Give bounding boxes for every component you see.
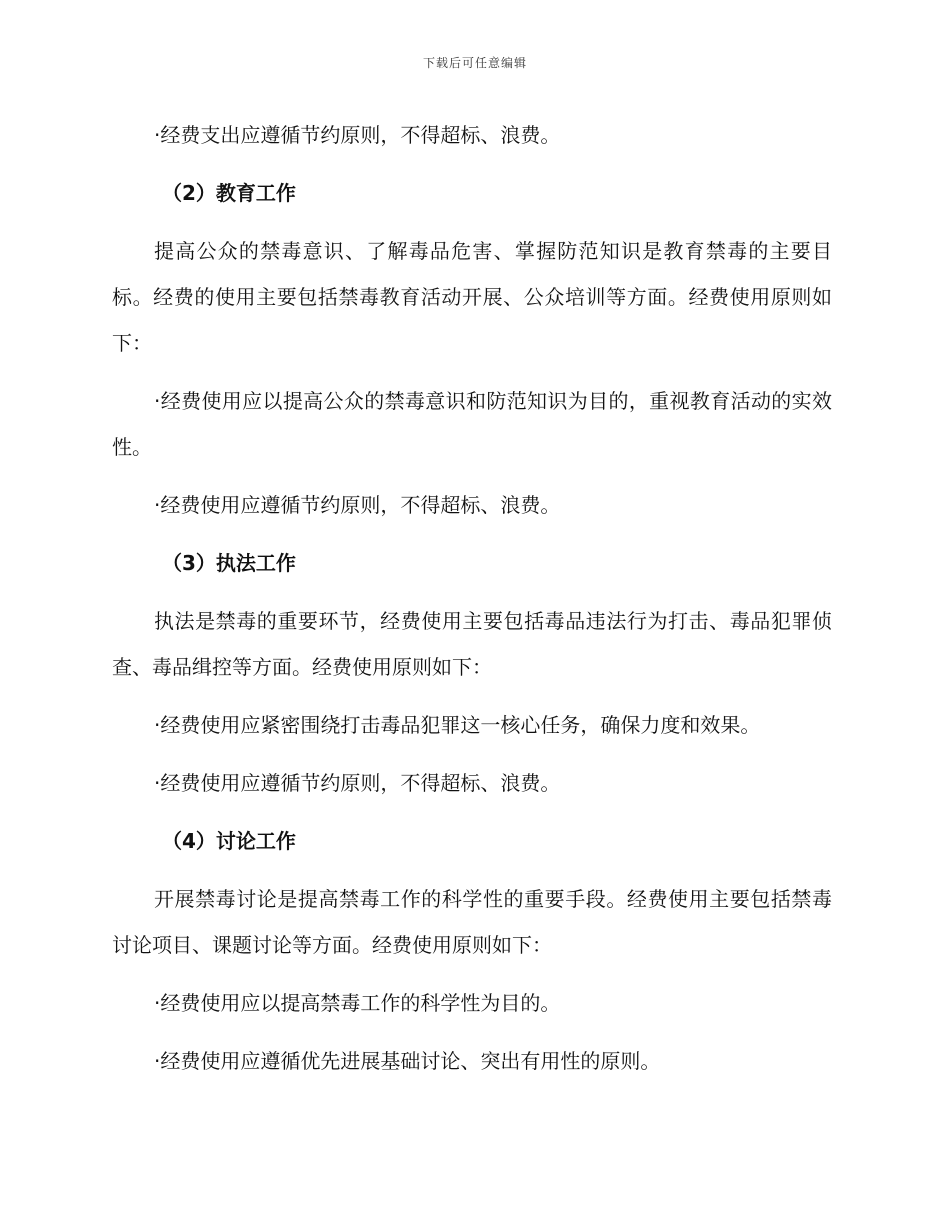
section-heading-discussion: （4）讨论工作	[162, 829, 296, 853]
document-body	[112, 112, 832, 1096]
bullet-item: ·经费支出应遵循节约原则，不得超标、浪费。	[154, 123, 561, 147]
body-paragraph: 开展禁毒讨论是提高禁毒工作的科学性的重要手段。经费使用主要包括禁毒讨论项目、课题讨论等方面。经费使用原则如下：	[112, 887, 832, 957]
section-heading-enforcement: （3）执法工作	[162, 551, 296, 575]
section-heading-education: （2）教育工作	[162, 181, 296, 205]
bullet-item: ·经费使用应以提高禁毒工作的科学性为目的。	[154, 991, 561, 1015]
body-paragraph: 提高公众的禁毒意识、了解毒品危害、掌握防范知识是教育禁毒的主要目标。经费的使用主要包括禁毒教育活动开展、公众培训等方面。经费使用原则如下：	[112, 239, 832, 355]
bullet-item: ·经费使用应紧密围绕打击毒品犯罪这一核心任务，确保力度和效果。	[154, 713, 761, 737]
bullet-item: ·经费使用应遵循节约原则，不得超标、浪费。	[154, 493, 561, 517]
bullet-item: ·经费使用应以提高公众的禁毒意识和防范知识为目的，重视教育活动的实效性。	[112, 389, 832, 459]
page-header: 下载后可任意编辑	[422, 56, 527, 70]
bullet-item: ·经费使用应遵循优先进展基础讨论、突出有用性的原则。	[154, 1049, 661, 1073]
body-paragraph: 执法是禁毒的重要环节，经费使用主要包括毒品违法行为打击、毒品犯罪侦查、毒品缉控等方面。经费使用原则如下：	[112, 609, 832, 679]
bullet-item: ·经费使用应遵循节约原则，不得超标、浪费。	[154, 771, 561, 795]
